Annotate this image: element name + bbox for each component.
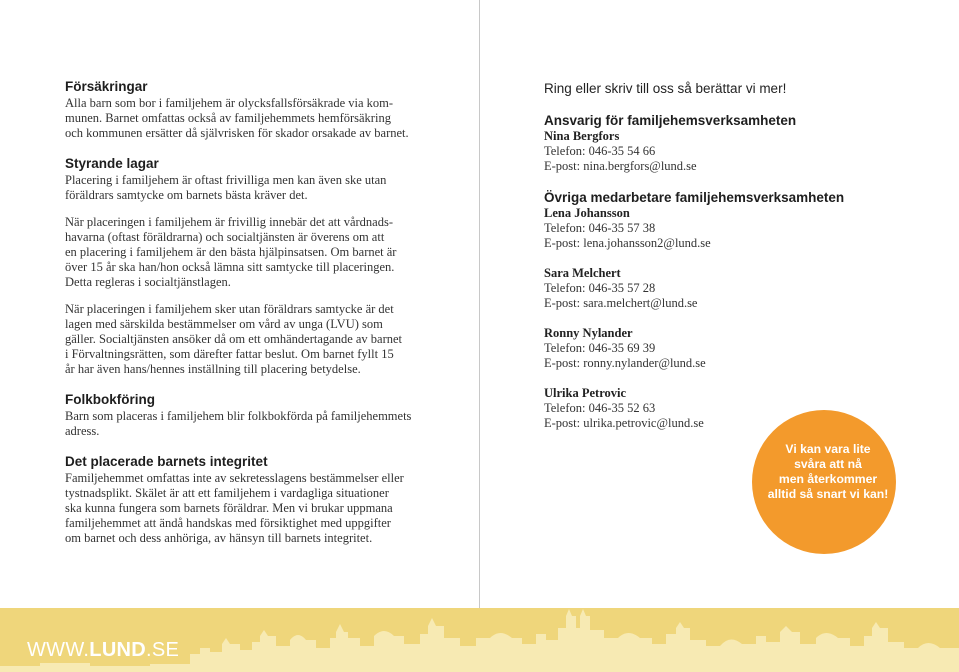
contact-card [544,386,944,431]
contact-name: Ronny Nylander [544,326,633,340]
contact-phone: Telefon: 046-35 54 66 [544,144,656,158]
website-url-suffix: .SE [146,639,180,661]
section-folkbokforing [65,392,475,439]
section-integritet [65,454,475,546]
section-styrande-lagar [65,156,475,377]
section-forsakringar [65,79,475,141]
contact-group-heading: Övriga medarbetare familjehemsverksamheten [544,190,845,205]
section-paragraph: Barn som placeras i familjehem blir folkbokförda på familjehemmets adress. [65,409,412,438]
section-heading-folkbokforing: Folkbokföring [65,392,155,407]
contact-group-staff [544,190,944,431]
contact-card [544,326,944,371]
website-url [27,639,179,661]
contact-email: E-post: nina.bergfors@lund.se [544,159,697,173]
contact-card [544,266,944,311]
contact-phone: Telefon: 046-35 52 63 [544,401,656,415]
section-paragraph: När placeringen i familjehem sker utan föräldrars samtycke är det lagen med särskilda bestämmelser om vård av unga (LVU) som gäller. Socialtjänsten ansöker då om ett omhändertagande av barnet i Förvaltningsrätten, som därefter fattar beslut. Om barnet fyllt 15 år har även hans/hennes inställning till placering betydelse. [65,302,403,376]
section-paragraph: Placering i familjehem är oftast frivilliga men kan även ske utan föräldrars samtycke om barnets bästa kräver det. [65,173,387,202]
section-paragraph: Familjehemmet omfattas inte av sekretesslagens bestämmelser eller tystnadsplikt. Skälet är att ett familjehem i vardagliga situationer ska kunna fungera som barnets föräldrar. Men vi brukar uppmana familjehemmet att ändå handskas med försiktighet med uppgifter om barnet och dess anhöriga, av hänsyn till barnets integritet. [65,471,404,545]
contact-name: Ulrika Petrovic [544,386,627,400]
contact-name: Sara Melchert [544,266,621,280]
section-heading-styrande-lagar: Styrande lagar [65,156,159,171]
contact-group-heading: Ansvarig för familjehemsverksamheten [544,113,797,128]
contact-card [544,206,944,251]
contact-email: E-post: ronny.nylander@lund.se [544,356,706,370]
section-heading-forsakringar: Försäkringar [65,79,148,94]
section-paragraph: Alla barn som bor i familjehem är olycksfallsförsäkrade via kom- munen. Barnet omfattas också av familjehemmets hemförsäkring och kommunen ersätter då självrisken för skador orsakade av barnet. [65,96,409,140]
contact-email: E-post: sara.melchert@lund.se [544,296,698,310]
callout-circle [752,410,896,554]
contact-phone: Telefon: 046-35 57 28 [544,281,656,295]
callout-text: Vi kan vara lite svåra att nå men återkommer alltid så snart vi kan! [767,442,889,501]
website-url-prefix: WWW. [27,639,90,661]
contact-phone: Telefon: 046-35 69 39 [544,341,656,355]
website-url-name: LUND [89,639,147,661]
contact-name: Lena Johansson [544,206,630,220]
contact-card [544,129,944,174]
contact-email: E-post: ulrika.petrovic@lund.se [544,416,704,430]
contact-phone: Telefon: 046-35 57 38 [544,221,656,235]
section-paragraph: När placeringen i familjehem är frivillig innebär det att vårdnads- havarna (oftast föräldrarna) och socialtjänsten är överens om att en placering i familjehem är den bästa hjälpinsatsen. Om barnet är över 15 år ska han/hon också lämna sitt samtycke till placeringen. Detta regleras i socialtjänstlagen. [65,215,397,289]
footer-band [0,608,959,672]
contact-email: E-post: lena.johansson2@lund.se [544,236,711,250]
section-heading-integritet: Det placerade barnets integritet [65,454,268,469]
contact-name: Nina Bergfors [544,129,620,143]
contact-intro: Ring eller skriv till oss så berättar vi mer! [544,81,787,96]
page-divider [479,0,480,608]
contact-group-responsible [544,113,944,174]
